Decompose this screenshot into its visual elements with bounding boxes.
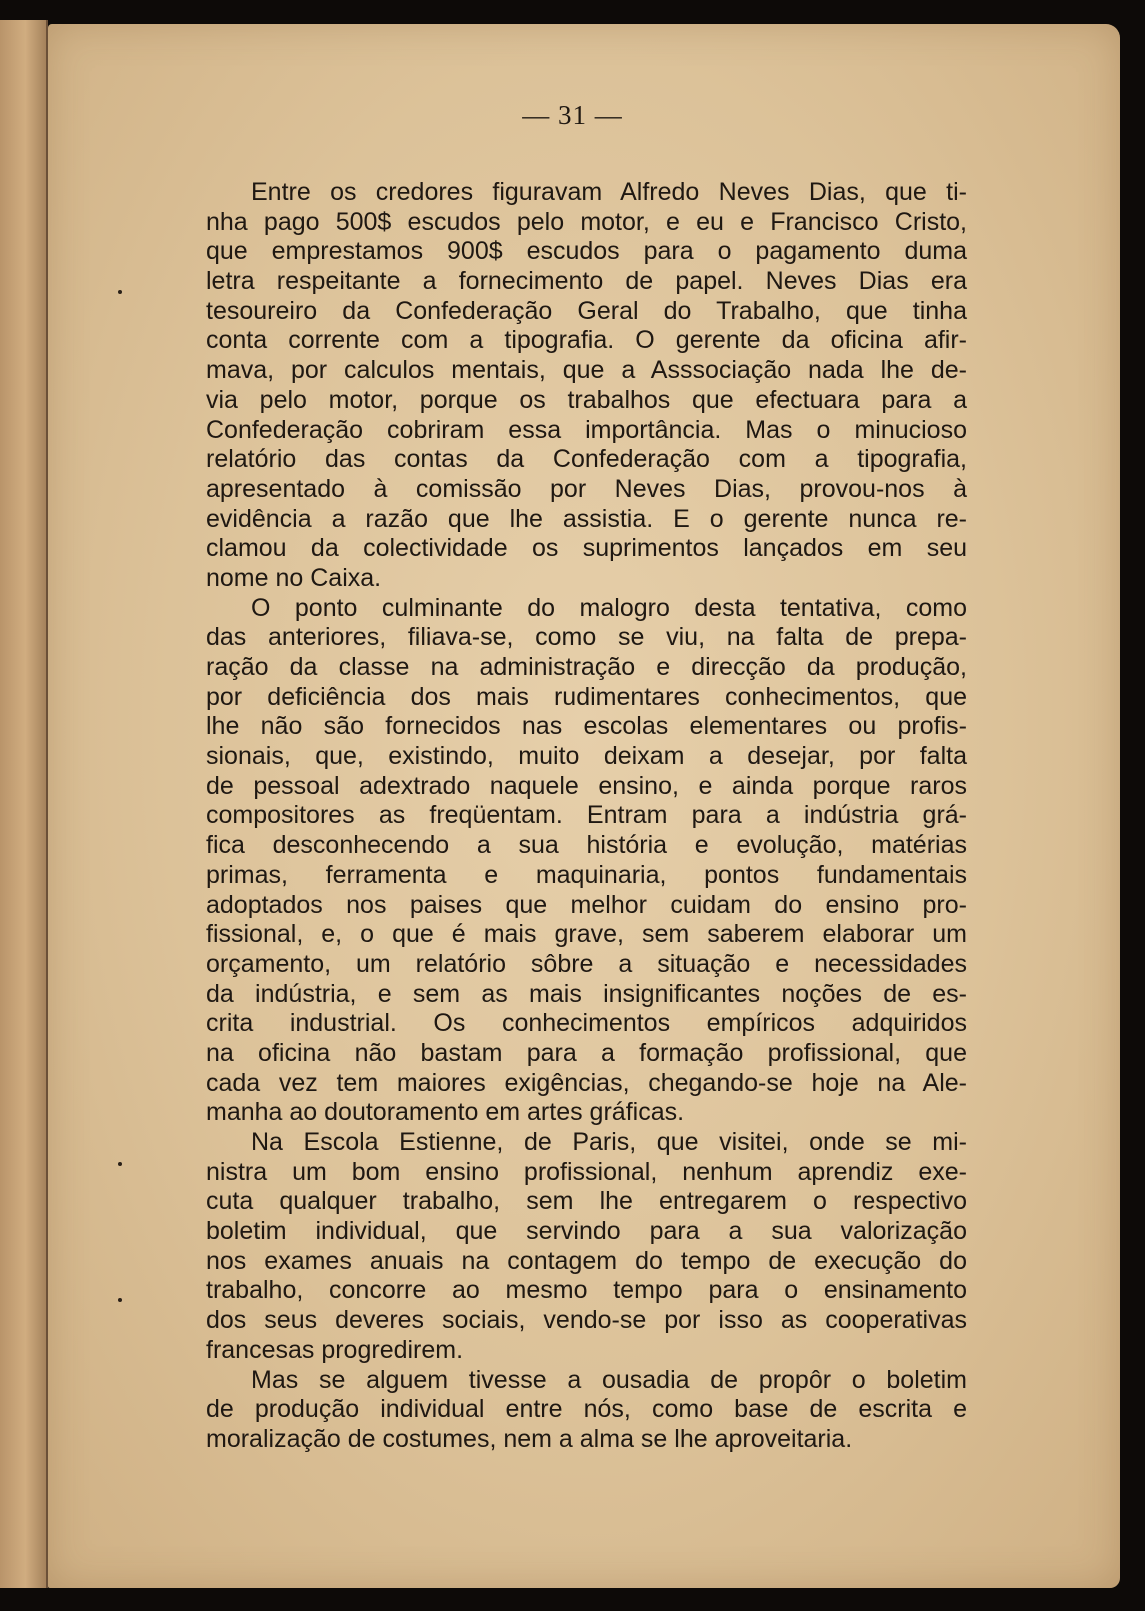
paper-speck — [118, 1298, 122, 1302]
text-line: fica desconhecendo a sua história e evolução, matérias — [206, 831, 967, 860]
text-line: nistra um bom ensino profissional, nenhum aprendiz exe- — [206, 1157, 967, 1186]
body-text — [206, 178, 967, 1455]
text-line: crita industrial. Os conhecimentos empíricos adquiridos — [206, 1009, 967, 1038]
text-line: nome no Caixa. — [206, 563, 382, 592]
text-line: boletim individual, que servindo para a sua valorização — [206, 1217, 967, 1246]
text-line: conta corrente com a tipografia. O gerente da oficina afir- — [206, 326, 967, 355]
paragraph — [206, 1128, 967, 1366]
paragraph — [206, 594, 967, 1128]
text-line: ração da classe na administração e direcção da produção, — [206, 653, 967, 681]
text-line: manha ao doutoramento em artes gráficas. — [206, 1098, 685, 1127]
text-line: trabalho, concorre ao mesmo tempo para o ensinamento — [206, 1276, 967, 1305]
paragraph — [206, 178, 967, 594]
text-line: nos exames anuais na contagem do tempo de execução do — [206, 1246, 967, 1275]
text-line: de pessoal adextrado naquele ensino, e ainda porque raros — [206, 771, 967, 800]
text-line: cada vez tem maiores exigências, chegando-se hoje na Ale- — [206, 1068, 967, 1097]
text-line: clamou da colectividade os suprimentos lançados em seu — [206, 534, 967, 563]
paper-speck — [118, 290, 122, 294]
text-line: das anteriores, filiava-se, como se viu, na falta de prepa- — [206, 623, 967, 652]
text-line: cuta qualquer trabalho, sem lhe entregarem o respectivo — [206, 1187, 967, 1216]
text-line: apresentado à comissão por Neves Dias, provou-nos à — [206, 474, 967, 503]
text-line: mava, por calculos mentais, que a Asssociação nada lhe de- — [206, 356, 967, 385]
text-line: sionais, que, existindo, muito deixam a desejar, por falta — [206, 742, 967, 771]
text-line: fissional, e, o que é mais grave, sem saberem elaborar um — [206, 920, 967, 949]
text-line: orçamento, um relatório sôbre a situação e necessidades — [206, 949, 967, 978]
page-number: — 31 — — [522, 100, 623, 130]
text-line: letra respeitante a fornecimento de papel. Neves Dias era — [206, 267, 967, 296]
page-spine — [0, 20, 48, 1588]
text-line: dos seus deveres sociais, vendo-se por isso as cooperativas — [206, 1306, 967, 1335]
text-line: lhe não são fornecidos nas escolas elementares ou profis- — [206, 712, 967, 741]
text-line: Confederação cobriram essa importância. Mas o minucioso — [206, 415, 967, 444]
text-line: adoptados nos paises que melhor cuidam do ensino pro- — [206, 890, 967, 919]
text-line: por deficiência dos mais rudimentares conhecimentos, que — [206, 682, 967, 711]
text-line: evidência a razão que lhe assistia. E o gerente nunca re- — [206, 504, 967, 533]
text-line: na oficina não bastam para a formação profissional, que — [206, 1038, 967, 1067]
text-line: de produção individual entre nós, como base de escrita e — [206, 1395, 967, 1424]
text-line: compositores as freqüentam. Entram para a indústria grá- — [206, 801, 967, 830]
text-line: relatório das contas da Confederação com a tipografia, — [206, 445, 967, 474]
text-line: francesas progredirem. — [206, 1335, 464, 1364]
text-line: Mas se alguem tivesse a ousadia de propôr o boletim — [251, 1365, 967, 1394]
text-line: Entre os credores figuravam Alfredo Neves Dias, que ti- — [251, 178, 967, 206]
text-line: Na Escola Estienne, de Paris, que visitei, onde se mi- — [251, 1128, 967, 1156]
text-line: moralização de costumes, nem a alma se lhe aproveitaria. — [206, 1424, 853, 1453]
paper-speck — [118, 1162, 122, 1166]
text-line: nha pago 500$ escudos pelo motor, e eu e Francisco Cristo, — [206, 207, 967, 236]
text-line: O ponto culminante do malogro desta tentativa, como — [251, 593, 967, 622]
text-line: tesoureiro da Confederação Geral do Trabalho, que tinha — [206, 296, 967, 325]
text-line: primas, ferramenta e maquinaria, pontos fundamentais — [206, 860, 967, 889]
paragraph — [206, 1366, 967, 1455]
text-line: da indústria, e sem as mais insignificantes noções de es- — [206, 979, 967, 1008]
text-line: via pelo motor, porque os trabalhos que efectuara para a — [206, 385, 967, 414]
text-line: que emprestamos 900$ escudos para o pagamento duma — [206, 237, 967, 266]
